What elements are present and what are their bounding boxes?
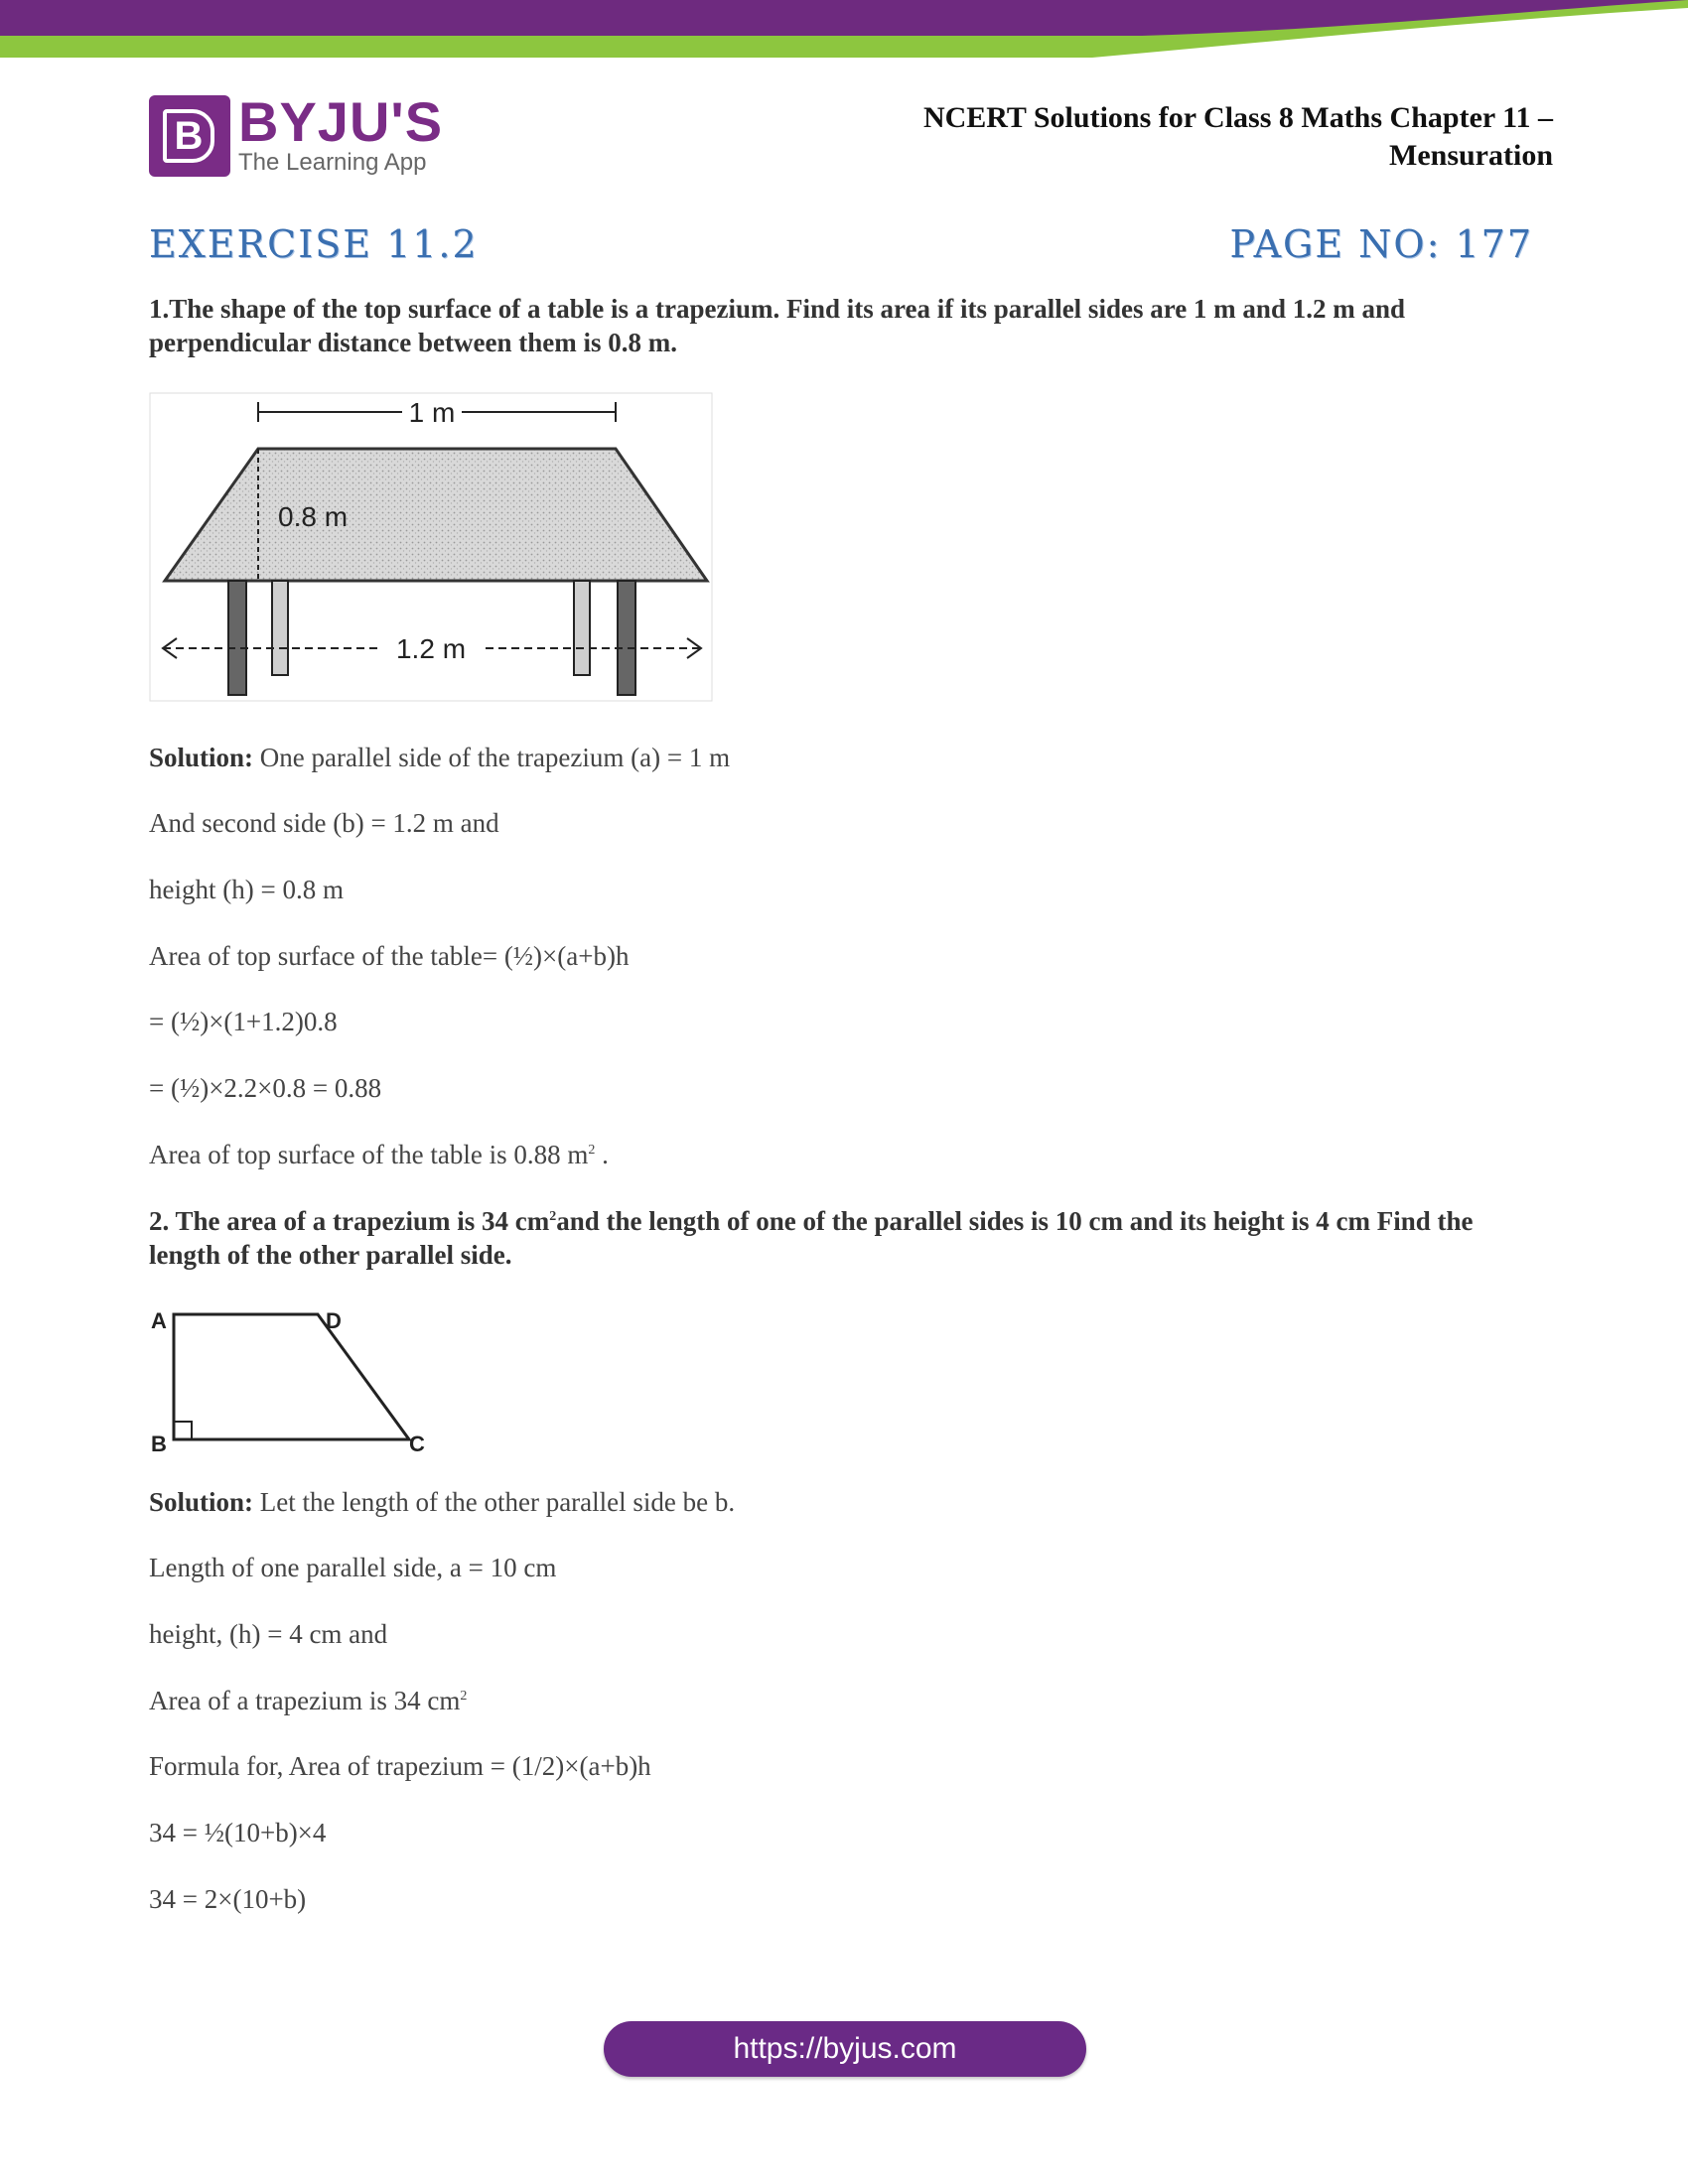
q2-line-text-1: Let the length of the other parallel side be b. xyxy=(259,1487,736,1517)
q1-solution-line-6: = (½)×2.2×0.8 = 0.88 xyxy=(149,1073,382,1103)
table-trapezium-figure xyxy=(149,392,715,705)
document-title-line1: NCERT Solutions for Class 8 Maths Chapter 11 – xyxy=(922,101,1553,134)
q2-text-part1: 2. The area of a trapezium is 34 cm xyxy=(149,1206,550,1236)
label-0-8m: 0.8 m xyxy=(278,501,349,532)
logo-brand-name: BYJU'S xyxy=(238,90,444,153)
q2-text-sup: 2 xyxy=(549,1209,557,1224)
label-1-2m: 1.2 m xyxy=(395,633,467,664)
logo-b-icon: B xyxy=(149,95,230,177)
q2-text-part2: and the length of one of the parallel sides is 10 cm and its height is 4 cm Find the length of the other parallel side. xyxy=(149,1206,1474,1270)
q2-solution-line-5: Formula for, Area of trapezium = (1/2)×(a+b)h xyxy=(149,1751,651,1781)
byjus-logo[interactable] xyxy=(149,90,444,179)
q1-solution-line-5: = (½)×(1+1.2)0.8 xyxy=(149,1007,338,1036)
vertex-b-label: B xyxy=(151,1432,167,1456)
q1-solution-label: Solution: xyxy=(149,743,254,772)
question-1: 1.The shape of the top surface of a table is a trapezium. Find its area if its parallel sides are 1 m and 1.2 m and perpendicular distance between them is 0.8 m. xyxy=(149,294,1405,357)
logo-tagline: The Learning App xyxy=(238,149,427,176)
q1-answer-end: . xyxy=(595,1140,609,1169)
vertex-a-label: A xyxy=(151,1308,167,1333)
q2-solution-line-3: height, (h) = 4 cm and xyxy=(149,1619,388,1649)
q2-area-text: Area of a trapezium is 34 cm xyxy=(149,1686,461,1715)
q1-solution-line-7 xyxy=(149,1138,609,1171)
q2-solution-line-6: 34 = ½(10+b)×4 xyxy=(149,1818,327,1847)
q1-solution-line-4: Area of top surface of the table= (½)×(a+b)h xyxy=(149,941,630,971)
q1-solution-line-3: height (h) = 0.8 m xyxy=(149,875,344,904)
vertex-c-label: C xyxy=(409,1432,425,1456)
document-title xyxy=(798,99,1553,175)
q2-solution-line-4 xyxy=(149,1684,467,1717)
q1-solution-line-2: And second side (b) = 1.2 m and xyxy=(149,808,499,838)
vertex-d-label: D xyxy=(326,1308,342,1333)
q2-solution-line-1 xyxy=(149,1485,735,1519)
q1-answer-text: Area of top surface of the table is 0.88 m xyxy=(149,1140,589,1169)
q2-solution-line-2: Length of one parallel side, a = 10 cm xyxy=(149,1553,557,1582)
q1-solution-line-1 xyxy=(149,741,730,774)
q2-area-unit-sup: 2 xyxy=(460,1689,468,1704)
trapezium-abcd-figure xyxy=(149,1300,437,1457)
q1-line-text-1: One parallel side of the trapezium (a) = 1 m xyxy=(259,743,731,772)
page-number-heading: PAGE NO: 177 xyxy=(1229,222,1533,266)
top-banner xyxy=(0,0,1688,60)
document-title-line2: Mensuration xyxy=(1389,139,1553,172)
footer-website-link[interactable]: https://byjus.com xyxy=(604,2021,1086,2077)
label-1m: 1 m xyxy=(408,397,456,428)
q2-solution-line-7: 34 = 2×(10+b) xyxy=(149,1884,307,1914)
q2-solution-label: Solution: xyxy=(149,1487,254,1517)
exercise-heading: EXERCISE 11.2 xyxy=(149,222,479,266)
q1-answer-unit-sup: 2 xyxy=(588,1143,596,1158)
question-2 xyxy=(149,1204,1539,1272)
